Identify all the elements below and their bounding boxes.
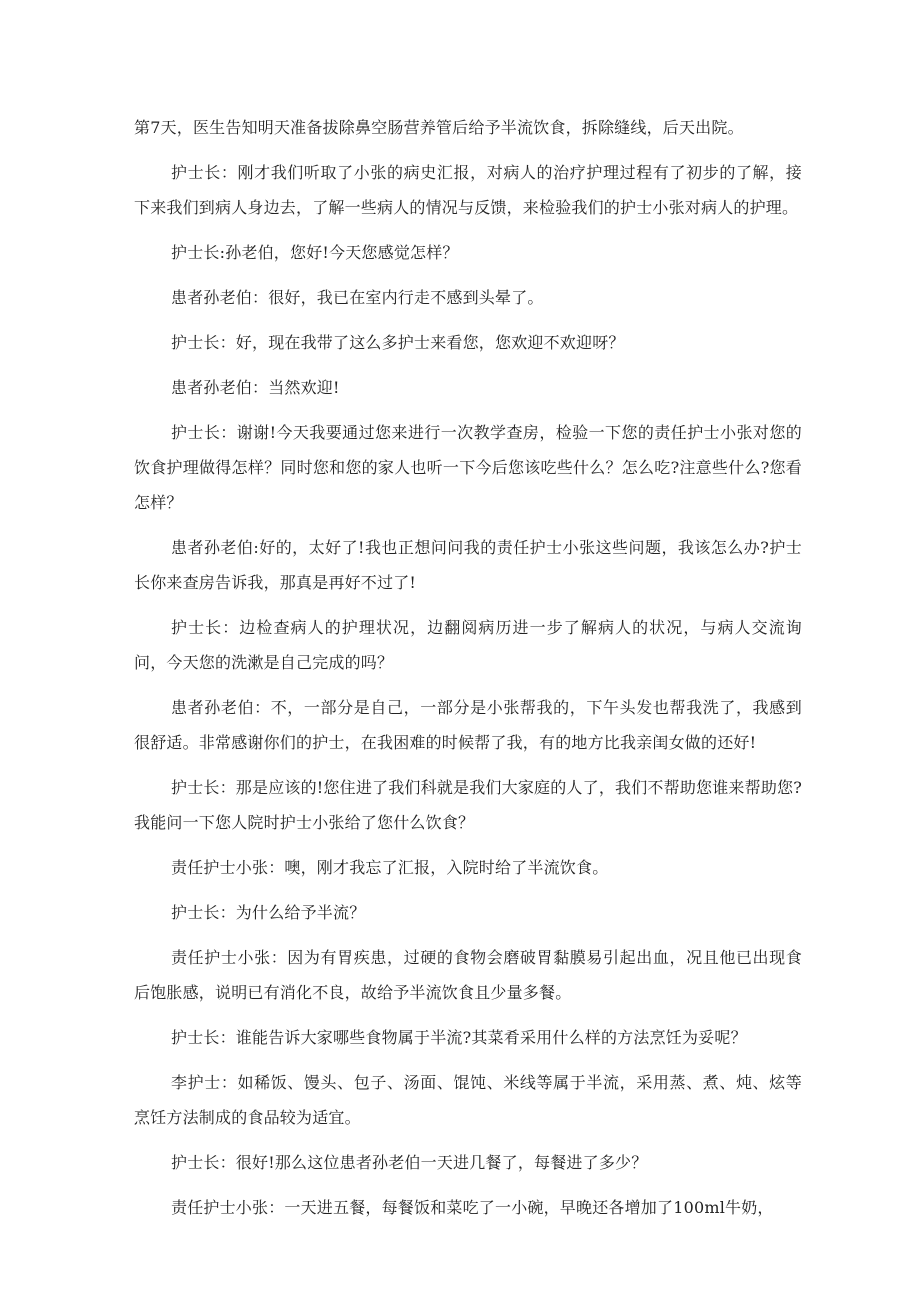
paragraph-examination: 护士长：边检查病人的护理状况，边翻阅病历进一步了解病人的状况，与病人交流询问，今天您的洗漱是自己完成的吗？ bbox=[134, 618, 802, 672]
paragraph-nurse-li-reply: 李护士：如稀饭、馒头、包子、汤面、馄饨、米线等属于半流，采用蒸、煮、炖、炫等烹饪方法制成的食品较为适宜。 bbox=[134, 1073, 802, 1127]
paragraph-patient-reply-1: 患者孙老伯：很好，我已在室内行走不感到头晕了。 bbox=[171, 288, 544, 307]
paragraph-admission-diet-question: 护士长：那是应该的!您住进了我们科就是我们大家庭的人了，我们不帮助您谁来帮助您?我能问一下您人院时护士小张给了您什么饮食？ bbox=[134, 778, 803, 832]
paragraph-patient-reply-2: 患者孙老伯：当然欢迎! bbox=[171, 378, 340, 397]
paragraph-patient-reply-3: 患者孙老伯:好的，太好了!我也正想问问我的责任护士小张这些问题，我该怎么办?护士长你来查房告诉我，那真是再好不过了! bbox=[134, 538, 802, 592]
paragraph-day7: 第7天，医生告知明天准备拔除鼻空肠营养管后给予半流饮食，拆除缝线，后天出院。 bbox=[134, 118, 744, 137]
paragraph-nurse-zhang-reply-2: 责任护士小张：因为有胃疾患，过硬的食物会磨破胃黏膜易引起出血，况且他已出现食后饱胀感，说明已有消化不良，故给予半流饮食且少量多餐。 bbox=[134, 948, 802, 1002]
paragraph-greeting: 护士长:孙老伯，您好!今天您感觉怎样？ bbox=[171, 243, 459, 262]
document-page bbox=[134, 110, 802, 1235]
paragraph-nurse-zhang-reply-1: 责任护士小张：噢，刚才我忘了汇报，入院时给了半流饮食。 bbox=[171, 858, 609, 877]
paragraph-which-foods: 护士长：谁能告诉大家哪些食物属于半流?其菜肴采用什么样的方法烹饪为妥呢？ bbox=[171, 1028, 747, 1047]
paragraph-why-semi-liquid: 护士长：为什么给予半流？ bbox=[171, 903, 366, 922]
paragraph-head-nurse-intro: 护士长：刚才我们听取了小张的病史汇报，对病人的治疗护理过程有了初步的了解，接下来我们到病人身边去，了解一些病人的情况与反馈，来检验我们的护士小张对病人的护理。 bbox=[134, 163, 802, 217]
paragraph-head-nurse-welcome: 护士长：好，现在我带了这么多护士来看您，您欢迎不欢迎呀？ bbox=[171, 333, 625, 352]
paragraph-meals-question: 护士长：很好!那么这位患者孙老伯一天进几餐了，每餐进了多少？ bbox=[171, 1153, 648, 1172]
paragraph-teaching-round: 护士长：谢谢!今天我要通过您来进行一次教学查房，检验一下您的责任护士小张对您的饮食护理做得怎样？同时您和您的家人也听一下今后您该吃些什么？怎么吃?注意些什么?您看怎样？ bbox=[134, 423, 802, 512]
paragraph-nurse-zhang-reply-3: 责任护士小张：一天进五餐，每餐饭和菜吃了一小碗，早晚还各增加了100ml牛奶， bbox=[171, 1198, 774, 1217]
paragraph-patient-reply-4: 患者孙老伯：不，一部分是自己，一部分是小张帮我的，下午头发也帮我洗了，我感到很舒适。非常感谢你们的护士，在我困难的时候帮了我，有的地方比我亲闺女做的还好! bbox=[134, 698, 802, 752]
